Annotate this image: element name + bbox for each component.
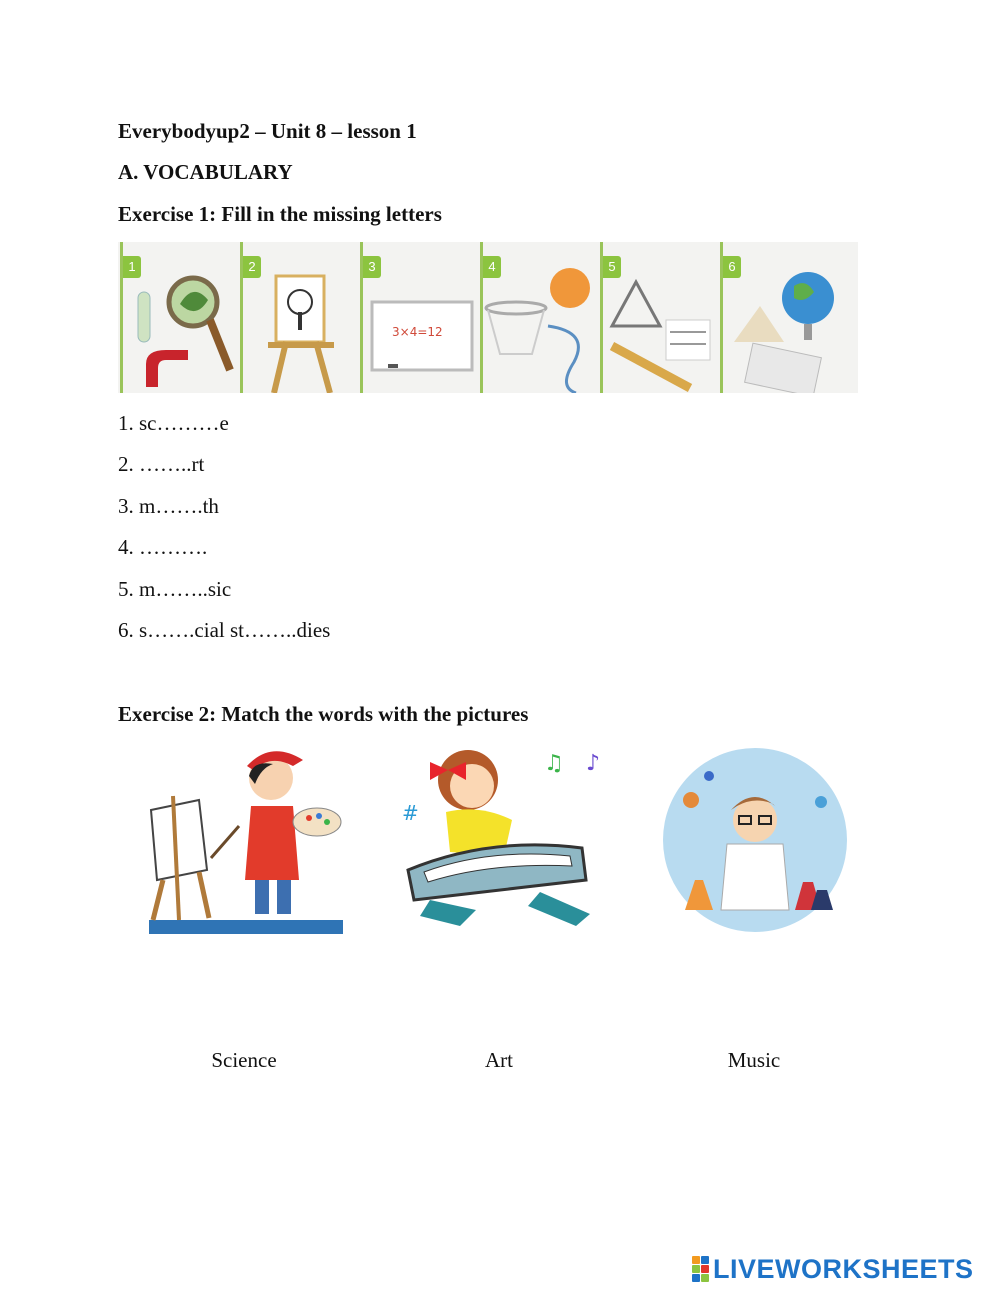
exercise-2-title: Exercise 2: Match the words with the pictures [118, 702, 529, 726]
panel-math [358, 242, 478, 393]
list-item[interactable]: 4. ………. [118, 535, 208, 559]
liveworksheets-logo [692, 1255, 974, 1283]
word-science[interactable]: Science [211, 1048, 277, 1072]
list-item[interactable]: 2. ……..rt [118, 452, 205, 476]
panel-art [238, 242, 358, 393]
list-item[interactable]: 5. m……..sic [118, 577, 232, 601]
panel-number: 3 [363, 256, 381, 278]
svg-text:#: # [402, 801, 419, 825]
panel-music [598, 242, 718, 393]
exercise-1-title: Exercise 1: Fill in the missing letters [118, 202, 442, 226]
svg-text:3×4=12: 3×4=12 [392, 325, 443, 339]
word-music[interactable]: Music [727, 1048, 781, 1072]
panel-number: 6 [723, 256, 741, 278]
panel-pe [478, 242, 598, 393]
list-item[interactable]: 1. sc………e [118, 411, 229, 435]
list-item[interactable]: 6. s…….cial st……..dies [118, 618, 331, 642]
svg-text:♪: ♪ [586, 751, 600, 776]
panel-number: 1 [123, 256, 141, 278]
panel-social-studies [718, 242, 838, 393]
logo-mark-icon [692, 1256, 709, 1282]
scientist-picture[interactable] [655, 740, 855, 940]
subjects-picture-strip [118, 242, 858, 393]
svg-text:♫: ♫ [544, 751, 564, 776]
panel-number: 4 [483, 256, 501, 278]
section-heading: A. VOCABULARY [118, 160, 293, 184]
keyboard-girl-picture[interactable] [400, 740, 600, 940]
worksheet-title: Everybodyup2 – Unit 8 – lesson 1 [118, 119, 417, 143]
logo-text: LIVEWORKSHEETS [713, 1253, 974, 1284]
list-item[interactable]: 3. m…….th [118, 494, 219, 518]
painter-boy-picture[interactable] [143, 740, 343, 940]
panel-science [118, 242, 238, 393]
panel-number: 5 [603, 256, 621, 278]
panel-number: 2 [243, 256, 261, 278]
word-art[interactable]: Art [485, 1048, 513, 1072]
